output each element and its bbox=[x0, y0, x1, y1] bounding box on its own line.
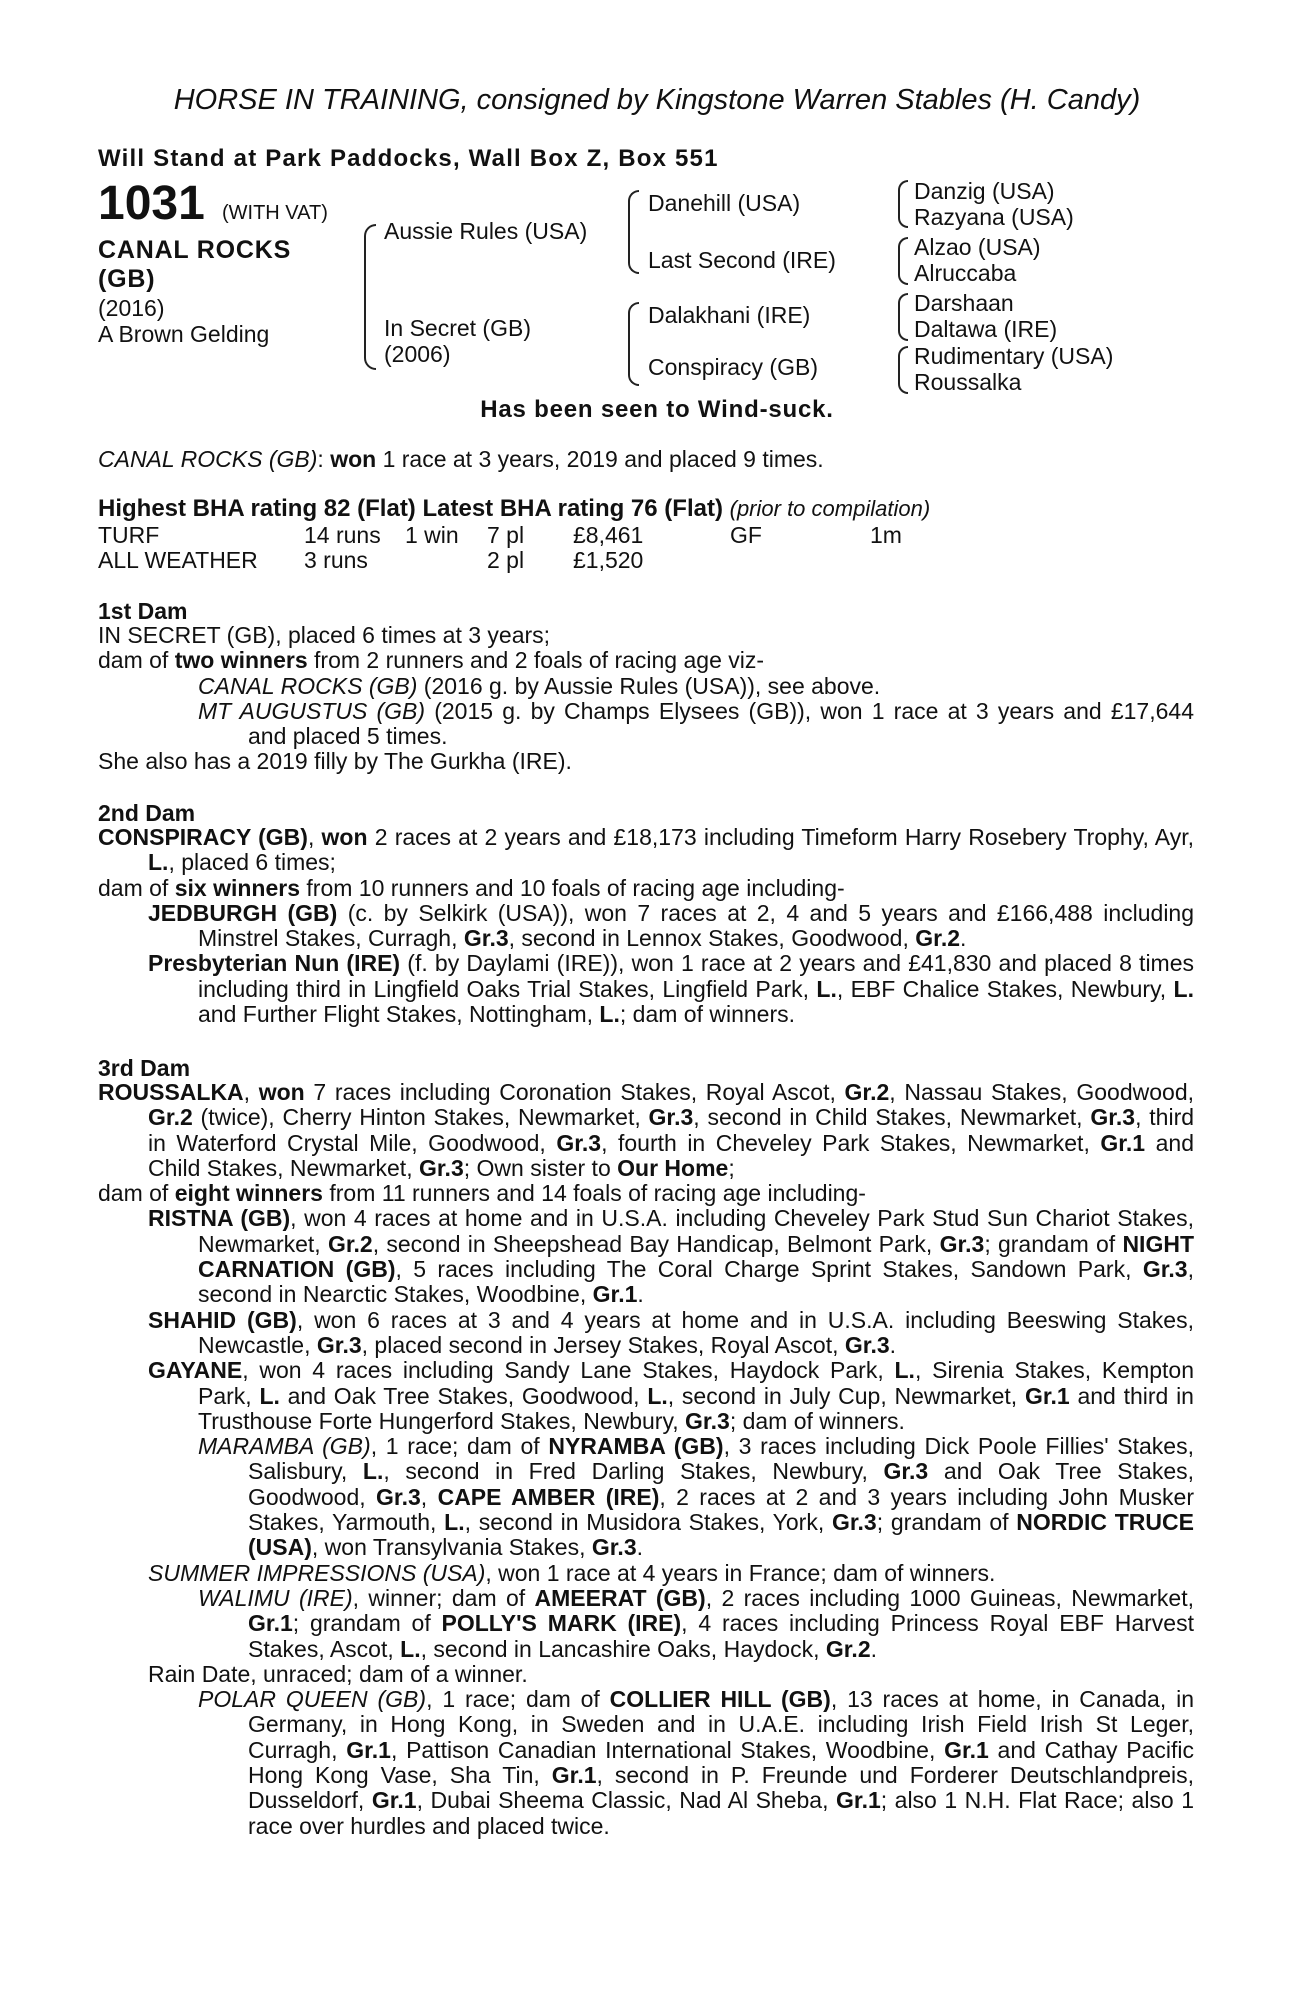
ggg-1: Danzig (USA) bbox=[914, 178, 1055, 204]
wind-suck-note: Has been seen to Wind-suck. bbox=[480, 396, 834, 423]
produce-gayane: GAYANE, won 4 races including Sandy Lane Stakes, Haydock Park, L., Sirenia Stakes, Kempton Park, L. and Oak Tree Stakes, Goodwood, L., second in July Cup, Newmarket, Gr.1 and third in Trusthouse Forte Hungerford Stakes, Newbury, Gr.3; dam of winners. bbox=[148, 1357, 1194, 1434]
aw-runs: 3 runs bbox=[304, 547, 368, 573]
produce-maramba: MARAMBA (GB), 1 race; dam of NYRAMBA (GB), 3 races including Dick Poole Fillies' Stakes, Salisbury, L., second in Fred Darling Stakes, Newbury, Gr.3 and Oak Tree Stakes, Goodwood, Gr.3, CAPE AMBER (IRE), 2 races at 2 and 3 years including John Musker Stakes, Yarmouth, L., second in Musidora Stakes, York, Gr.3; grandam of NORDIC TRUCE (USA), won Transylvania Stakes, Gr.3. bbox=[198, 1433, 1195, 1561]
vat-label: (WITH VAT) bbox=[222, 202, 328, 224]
ggg-4: Alruccaba bbox=[914, 260, 1017, 286]
consignor-header: HORSE IN TRAINING, consigned by Kingstone Warren Stables (H. Candy) bbox=[173, 84, 1141, 116]
summary-rest: 1 race at 3 years, 2019 and placed 9 times. bbox=[376, 446, 824, 472]
turf-placed: 7 pl bbox=[487, 522, 525, 548]
produce-canal-rocks: CANAL ROCKS (GB) (2016 g. by Aussie Rules (USA)), see above. bbox=[198, 672, 881, 699]
produce-polar-queen: POLAR QUEEN (GB), 1 race; dam of COLLIER HILL (GB), 13 races at home, in Canada, in Germany, in Hong Kong, in Sweden and in U.A.E. including Irish Field Irish St Leger, Curragh, Gr.1, Pattison Canadian International Stakes, Woodbine, Gr.1 and Cathay Pacific Hong Kong Vase, Sha Tin, Gr.1, second in P. Freunde und Forderer Deutschlandpreis, Dusseldorf, Gr.1, Dubai Sheema Classic, Nad Al Sheba, Gr.1; also 1 N.H. Flat Race; also 1 race over hurdles and placed twice. bbox=[198, 1686, 1195, 1839]
aw-label: ALL WEATHER bbox=[98, 547, 258, 573]
turf-runs: 14 runs bbox=[304, 522, 381, 548]
produce-rain-date: Rain Date, unraced; dam of a winner. bbox=[148, 1660, 528, 1687]
first-dam-produce: dam of two winners from 2 runners and 2 foals of racing age viz- bbox=[98, 647, 765, 674]
third-dam-heading: 3rd Dam bbox=[98, 1055, 191, 1081]
dam-line-brace bbox=[628, 302, 639, 386]
produce-ristna: RISTNA (GB), won 4 races at home and in U.S.A. including Cheveley Park Stud Sun Chariot Stakes, Newmarket, Gr.2, second in Sheepshead Bay Handicap, Belmont Park, Gr.3; grandam of NIGHT CARNATION (GB), 5 races including The Coral Charge Sprint Stakes, Sandown Park, Gr.3, second in Nearctic Stakes, Woodbine, Gr.1. bbox=[148, 1205, 1194, 1308]
aw-placed: 2 pl bbox=[487, 547, 525, 573]
first-dam-heading: 1st Dam bbox=[98, 598, 188, 624]
produce-summer-impressions: SUMMER IMPRESSIONS (USA), won 1 race at 4 years in France; dam of winners. bbox=[148, 1559, 996, 1586]
sire-sire: Danehill (USA) bbox=[648, 190, 801, 216]
venue-line: Will Stand at Park Paddocks, Wall Box Z, Box 551 bbox=[98, 145, 719, 172]
aw-earnings: £1,520 bbox=[573, 547, 644, 573]
sire-dam-brace bbox=[364, 224, 376, 370]
ggg-3: Alzao (USA) bbox=[914, 234, 1041, 260]
dam-dam: Conspiracy (GB) bbox=[648, 354, 818, 380]
lot-number: 1031 bbox=[98, 177, 205, 230]
produce-presbyterian-nun: Presbyterian Nun (IRE) (f. by Daylami (IRE)), won 1 race at 2 years and £41,830 and placed 8 times including third in Lingfield Oaks Trial Stakes, Lingfield Park, L., EBF Chalice Stakes, Newbury, L. and Further Flight Stakes, Nottingham, L.; dam of winners. bbox=[148, 950, 1195, 1028]
ggg-brace-2 bbox=[898, 237, 908, 285]
bha-rating bbox=[98, 495, 930, 523]
ggg-2: Razyana (USA) bbox=[914, 204, 1074, 230]
second-dam-heading: 2nd Dam bbox=[98, 800, 196, 826]
dam-sire: Dalakhani (IRE) bbox=[648, 302, 811, 328]
first-dam-section bbox=[98, 623, 1194, 775]
produce-jedburgh: JEDBURGH (GB) (c. by Selkirk (USA)), won 7 races at 2, 4 and 5 years and £166,488 including Minstrel Stakes, Curragh, Gr.3, second in Lennox Stakes, Goodwood, Gr.2. bbox=[148, 899, 1195, 952]
ggg-brace-1 bbox=[898, 180, 908, 228]
ggg-brace-4 bbox=[898, 346, 908, 394]
sire-line-brace bbox=[628, 190, 639, 274]
second-dam-section bbox=[98, 825, 1194, 1027]
dam-year: (2006) bbox=[384, 341, 451, 367]
ggg-8: Roussalka bbox=[914, 369, 1022, 395]
roussalka-produce: dam of eight winners from 11 runners and 14 foals of racing age including- bbox=[98, 1180, 866, 1207]
sire-dam: Last Second (IRE) bbox=[648, 247, 836, 273]
third-dam-section bbox=[98, 1080, 1194, 1839]
roussalka-record: ROUSSALKA, won 7 races including Coronation Stakes, Royal Ascot, Gr.2, Nassau Stakes, Goodwood, Gr.2 (twice), Cherry Hinton Stakes, Newmarket, Gr.3, second in Child Stakes, Newmarket, Gr.3, third in Waterford Crystal Mile, Goodwood, Gr.3, fourth in Cheveley Park Stakes, Newmarket, Gr.1 and Child Stakes, Newmarket, Gr.3; Own sister to Our Home; bbox=[98, 1079, 1195, 1181]
summary-horse-name: CANAL ROCKS (GB) bbox=[98, 446, 318, 472]
bha-rating-values: Highest BHA rating 82 (Flat) Latest BHA rating 76 (Flat) bbox=[98, 495, 723, 522]
summary-won: won bbox=[330, 446, 377, 472]
ggg-6: Daltawa (IRE) bbox=[914, 316, 1058, 342]
dam: In Secret (GB) bbox=[384, 315, 531, 341]
produce-walimu: WALIMU (IRE), winner; dam of AMEERAT (GB), 2 races including 1000 Guineas, Newmarket, Gr.1; grandam of POLLY'S MARK (IRE), 4 races including Princess Royal EBF Harvest Stakes, Ascot, L., second in Lancashire Oaks, Haydock, Gr.2. bbox=[198, 1584, 1194, 1662]
turf-going: GF bbox=[730, 522, 762, 548]
first-dam-line: IN SECRET (GB), placed 6 times at 3 years; bbox=[98, 622, 551, 648]
conspiracy-record: CONSPIRACY (GB), won 2 races at 2 years and £18,173 including Timeform Harry Rosebery Trophy, Ayr, L., placed 6 times; bbox=[98, 824, 1194, 876]
conspiracy-produce: dam of six winners from 10 runners and 10 foals of racing age including- bbox=[98, 874, 845, 901]
ggg-5: Darshaan bbox=[914, 290, 1014, 316]
bha-rating-note: (prior to compilation) bbox=[729, 496, 931, 521]
sire: Aussie Rules (USA) bbox=[384, 218, 588, 244]
horse-name bbox=[98, 236, 291, 294]
first-dam-foal: She also has a 2019 filly by The Gurkha (IRE). bbox=[98, 748, 572, 775]
horse-description: A Brown Gelding bbox=[98, 321, 270, 347]
horse-name-line1: CANAL ROCKS bbox=[98, 236, 292, 264]
foaling-year: (2016) bbox=[98, 295, 165, 321]
turf-wins: 1 win bbox=[405, 522, 459, 548]
turf-label: TURF bbox=[98, 522, 160, 548]
turf-earnings: £8,461 bbox=[573, 522, 644, 548]
turf-distance: 1m bbox=[870, 522, 902, 548]
produce-mt-augustus: MT AUGUSTUS (GB) (2015 g. by Champs Elysees (GB)), won 1 race at 3 years and £17,644 and placed 5 times. bbox=[198, 697, 1194, 750]
ggg-7: Rudimentary (USA) bbox=[914, 343, 1114, 369]
ggg-brace-3 bbox=[898, 293, 908, 341]
race-summary: CANAL ROCKS (GB): won 1 race at 3 years, 2019 and placed 9 times. bbox=[98, 446, 824, 472]
horse-name-line2: (GB) bbox=[98, 265, 156, 293]
produce-shahid: SHAHID (GB), won 6 races at 3 and 4 years at home and in U.S.A. including Beeswing Stakes, Newcastle, Gr.3, placed second in Jersey Stakes, Royal Ascot, Gr.3. bbox=[148, 1306, 1194, 1358]
